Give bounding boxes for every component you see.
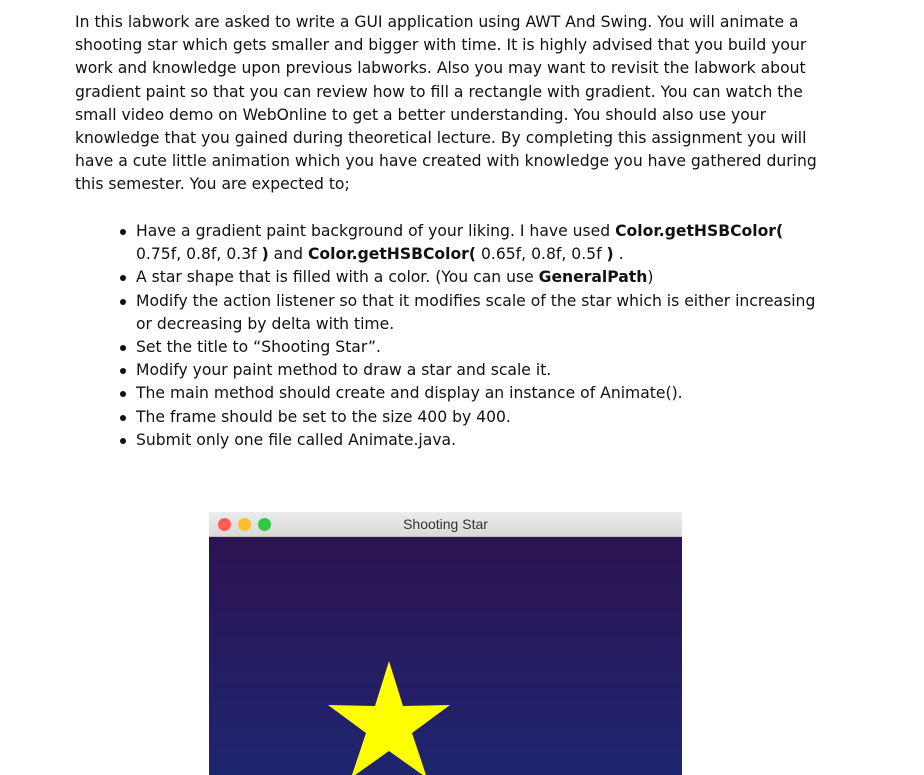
shooting-star-window [209,512,682,775]
window-title: Shooting Star [403,516,488,532]
list-item: Modify your paint method to draw a star and scale it. [118,359,823,382]
list-item [118,266,823,289]
bullet-text: ) [647,268,654,287]
list-item: The frame should be set to the size 400 by 400. [118,406,823,429]
bullet-text: 0.65f, 0.8f, 0.5f [475,245,607,264]
star-icon [327,661,451,775]
code-generalpath: GeneralPath [538,268,648,287]
list-item: The main method should create and display an instance of Animate(). [118,382,823,405]
window-titlebar[interactable] [209,512,682,537]
code-paren: ) [261,245,269,264]
gradient-canvas [209,537,682,775]
bullet-text: . [613,245,624,264]
list-item [118,220,823,266]
intro-paragraph: In this labwork are asked to write a GUI application using AWT And Swing. You will animate a shooting star which gets smaller and bigger with time. It is highly advised that you build your work and knowledge upon previous labworks. Also you may want to revisit the labwork about gradient paint so that you can review how to fill a rectangle with gradient. You can watch the small video demo on WebOnline to get a better understanding. You should also use your knowledge that you gained during theoretical lecture. By completing this assignment you will have a cute little animation which you have created with knowledge you have gathered during this semester. You are expected to; [75,13,817,194]
list-item: Submit only one file called Animate.java. [118,429,823,452]
list-item: Set the title to “Shooting Star”. [118,336,823,359]
bullet-text: A star shape that is filled with a color. (You can use [136,268,539,287]
requirements-list [118,220,823,452]
list-item: Modify the action listener so that it modifies scale of the star which is either increasing or decreasing by delta with time. [118,290,823,336]
code-color-gethsbcolor: Color.getHSBColor( [615,222,784,240]
code-color-gethsbcolor: Color.getHSBColor( [307,245,476,264]
code-paren: ) [606,245,614,264]
bullet-text: and [268,245,308,264]
bullet-text: Have a gradient paint background of your liking. I have used [136,222,616,240]
bullet-text: 0.75f, 0.8f, 0.3f [136,245,262,264]
